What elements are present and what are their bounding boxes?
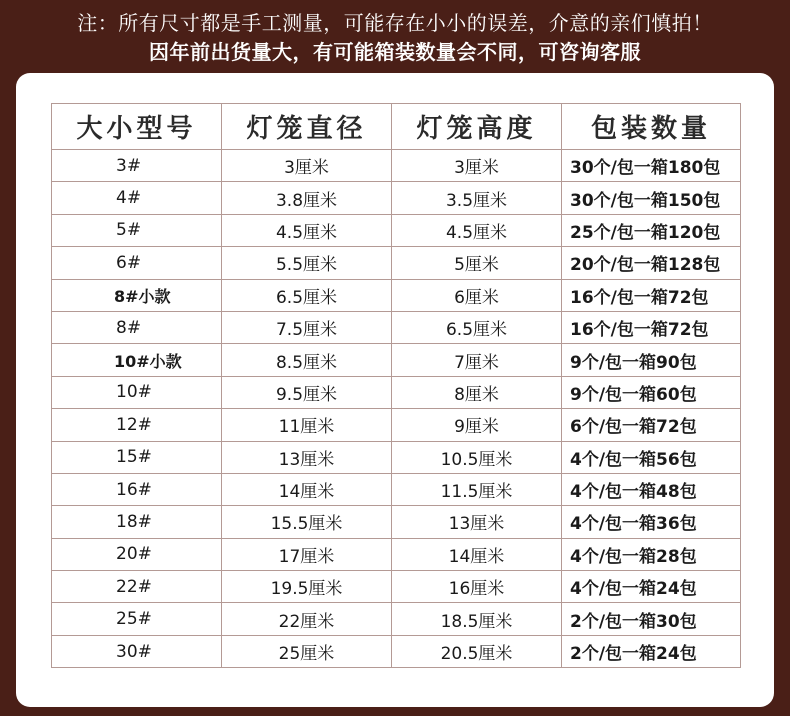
cell-quantity: 4个/包一箱36包 [562, 506, 741, 538]
cell-size: 25# [52, 603, 222, 635]
cell-quantity: 9个/包一箱60包 [562, 376, 741, 408]
cell-size: 18# [52, 506, 222, 538]
cell-height: 4.5厘米 [392, 214, 562, 246]
notice-measurement-disclaimer: 注：所有尺寸都是手工测量，可能存在小小的误差，介意的亲们慎拍！ [77, 11, 713, 35]
cell-quantity: 4个/包一箱28包 [562, 538, 741, 570]
cell-height: 14厘米 [392, 538, 562, 570]
cell-diameter: 25厘米 [222, 635, 392, 667]
cell-diameter: 13厘米 [222, 441, 392, 473]
cell-quantity: 4个/包一箱48包 [562, 473, 741, 505]
header-quantity: 包装数量 [562, 104, 741, 150]
cell-size: 20# [52, 538, 222, 570]
cell-quantity: 2个/包一箱30包 [562, 603, 741, 635]
table-row [52, 635, 741, 667]
cell-quantity: 30个/包一箱150包 [562, 182, 741, 214]
table-row [52, 409, 741, 441]
table-row [52, 506, 741, 538]
cell-diameter: 14厘米 [222, 473, 392, 505]
cell-height: 9厘米 [392, 409, 562, 441]
header-height: 灯笼高度 [392, 104, 562, 150]
cell-quantity: 4个/包一箱56包 [562, 441, 741, 473]
cell-size: 6# [52, 247, 222, 279]
notice-packing-disclaimer: 因年前出货量大，有可能箱装数量会不同，可咨询客服 [149, 40, 641, 64]
cell-quantity: 6个/包一箱72包 [562, 409, 741, 441]
cell-quantity: 4个/包一箱24包 [562, 571, 741, 603]
cell-height: 6.5厘米 [392, 311, 562, 343]
cell-diameter: 3厘米 [222, 150, 392, 182]
cell-quantity: 16个/包一箱72包 [562, 279, 741, 311]
cell-quantity: 30个/包一箱180包 [562, 150, 741, 182]
cell-size: 30# [52, 635, 222, 667]
cell-size: 10#小款 [52, 344, 222, 376]
cell-diameter: 5.5厘米 [222, 247, 392, 279]
cell-quantity: 20个/包一箱128包 [562, 247, 741, 279]
table-row [52, 571, 741, 603]
cell-height: 20.5厘米 [392, 635, 562, 667]
table-row [52, 247, 741, 279]
cell-diameter: 15.5厘米 [222, 506, 392, 538]
table-row [52, 376, 741, 408]
cell-quantity: 2个/包一箱24包 [562, 635, 741, 667]
cell-size: 15# [52, 441, 222, 473]
table-row [52, 279, 741, 311]
cell-size: 8# [52, 311, 222, 343]
cell-size: 5# [52, 214, 222, 246]
cell-height: 13厘米 [392, 506, 562, 538]
cell-size: 10# [52, 376, 222, 408]
notice [0, 8, 790, 66]
table-row [52, 214, 741, 246]
table-row [52, 182, 741, 214]
header-size: 大小型号 [52, 104, 222, 150]
table-row [52, 150, 741, 182]
cell-diameter: 3.8厘米 [222, 182, 392, 214]
cell-quantity: 9个/包一箱90包 [562, 344, 741, 376]
cell-height: 3.5厘米 [392, 182, 562, 214]
table-row [52, 441, 741, 473]
cell-quantity: 16个/包一箱72包 [562, 311, 741, 343]
cell-diameter: 17厘米 [222, 538, 392, 570]
cell-height: 8厘米 [392, 376, 562, 408]
header-diameter: 灯笼直径 [222, 104, 392, 150]
cell-height: 3厘米 [392, 150, 562, 182]
cell-height: 7厘米 [392, 344, 562, 376]
cell-diameter: 4.5厘米 [222, 214, 392, 246]
cell-size: 12# [52, 409, 222, 441]
cell-height: 18.5厘米 [392, 603, 562, 635]
cell-size: 22# [52, 571, 222, 603]
cell-diameter: 19.5厘米 [222, 571, 392, 603]
cell-size: 16# [52, 473, 222, 505]
cell-quantity: 25个/包一箱120包 [562, 214, 741, 246]
cell-diameter: 6.5厘米 [222, 279, 392, 311]
cell-height: 5厘米 [392, 247, 562, 279]
cell-size: 4# [52, 182, 222, 214]
cell-diameter: 22厘米 [222, 603, 392, 635]
cell-diameter: 8.5厘米 [222, 344, 392, 376]
cell-size: 3# [52, 150, 222, 182]
table-row [52, 344, 741, 376]
table-row [52, 603, 741, 635]
cell-diameter: 9.5厘米 [222, 376, 392, 408]
table-header-row [52, 104, 741, 150]
table-row [52, 311, 741, 343]
cell-size: 8#小款 [52, 279, 222, 311]
size-spec-table [51, 103, 741, 668]
cell-height: 10.5厘米 [392, 441, 562, 473]
table-row [52, 473, 741, 505]
cell-height: 16厘米 [392, 571, 562, 603]
cell-diameter: 11厘米 [222, 409, 392, 441]
cell-height: 6厘米 [392, 279, 562, 311]
table-row [52, 538, 741, 570]
cell-height: 11.5厘米 [392, 473, 562, 505]
cell-diameter: 7.5厘米 [222, 311, 392, 343]
spec-card [16, 73, 774, 707]
